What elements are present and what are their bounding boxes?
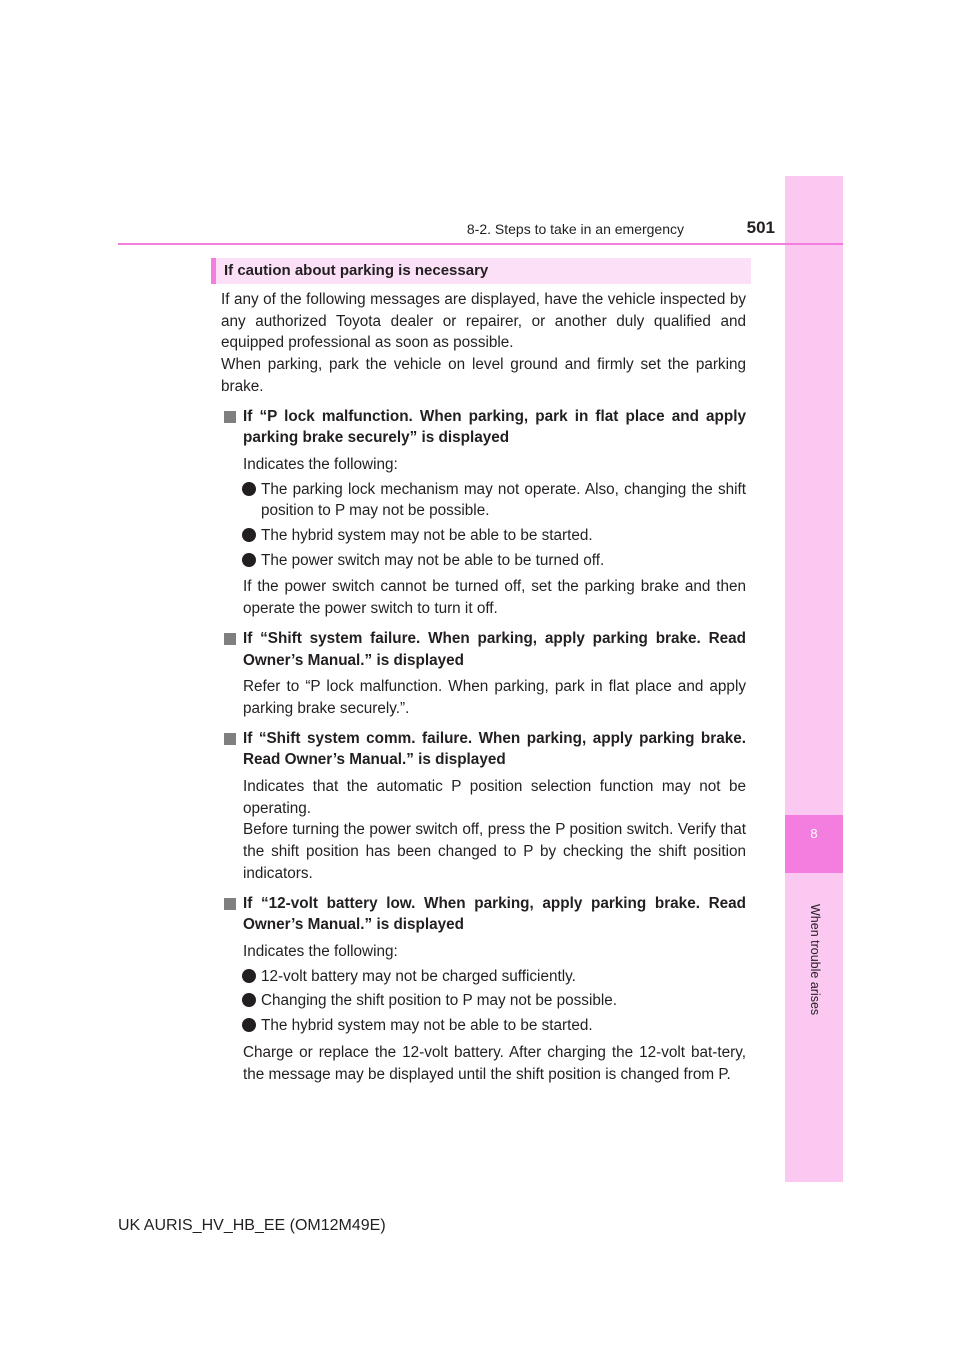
subsection-title: If “Shift system comm. failure. When parking, apply parking brake. Read Owner’s Manual.” is displayed xyxy=(221,728,746,771)
body-text: If the power switch cannot be turned off, set the parking brake and then operate the power switch to turn it off. xyxy=(243,578,746,618)
square-bullet-icon xyxy=(224,411,236,423)
body-text: Refer to “P lock malfunction. When parking, park in flat place and apply parking brake securely.”. xyxy=(243,678,746,717)
body-text: Before turning the power switch off, press the P position switch. Verify that the shift position has been changed to P by checking the shift position indicators. xyxy=(243,821,746,882)
intro-paragraph: If any of the following messages are displayed, have the vehicle inspected by any authorized Toyota dealer or repairer, or another duly qualified and equipped professional as soon as possible. xyxy=(221,291,746,352)
lead-text: Indicates the following: xyxy=(243,942,398,960)
chapter-number: 8 xyxy=(810,826,818,841)
subsection-title: If “12-volt battery low. When parking, apply parking brake. Read Owner’s Manual.” is displayed xyxy=(221,893,746,936)
bullet-dot-icon xyxy=(242,993,256,1007)
list-item: The hybrid system may not be able to be started. xyxy=(221,1015,746,1037)
bullet-dot-icon xyxy=(242,1018,256,1032)
page-number: 501 xyxy=(746,218,775,237)
chapter-side-tab xyxy=(785,176,843,1182)
document-code: UK AURIS_HV_HB_EE (OM12M49E) xyxy=(118,1217,386,1234)
list-item: The parking lock mechanism may not operate. Also, changing the shift position to P may not be possible. xyxy=(221,479,746,522)
subsection-title: If “P lock malfunction. When parking, park in flat place and apply parking brake securely” is displayed xyxy=(221,406,746,449)
section-title: 8-2. Steps to take in an emergency xyxy=(466,221,684,237)
bullet-dot-icon xyxy=(242,482,256,496)
bullet-dot-icon xyxy=(242,969,256,983)
subsection-title: If “Shift system failure. When parking, apply parking brake. Read Owner’s Manual.” is displayed xyxy=(221,628,746,671)
bullet-dot-icon xyxy=(242,528,256,542)
list-item: The power switch may not be able to be turned off. xyxy=(221,550,746,572)
body-text: Charge or replace the 12-volt battery. After charging the 12-volt bat-tery, the message may be displayed until the shift position is changed from P. xyxy=(243,1043,746,1083)
header-divider xyxy=(118,243,843,245)
square-bullet-icon xyxy=(224,633,236,645)
lead-text: Indicates the following: xyxy=(243,455,398,473)
main-content xyxy=(221,289,746,1085)
body-text: Indicates that the automatic P position selection function may not be operating. xyxy=(243,778,746,817)
heading-accent xyxy=(211,258,216,284)
list-item: 12-volt battery may not be charged sufficiently. xyxy=(221,966,746,988)
square-bullet-icon xyxy=(224,733,236,745)
list-item: The hybrid system may not be able to be started. xyxy=(221,525,746,547)
intro-paragraph: When parking, park the vehicle on level ground and firmly set the parking brake. xyxy=(221,356,746,395)
chapter-title: When trouble arises xyxy=(808,904,822,1016)
bullet-dot-icon xyxy=(242,553,256,567)
list-item: Changing the shift position to P may not be possible. xyxy=(221,990,746,1012)
heading-title: If caution about parking is necessary xyxy=(224,262,489,279)
chapter-number-box xyxy=(785,815,843,873)
square-bullet-icon xyxy=(224,898,236,910)
